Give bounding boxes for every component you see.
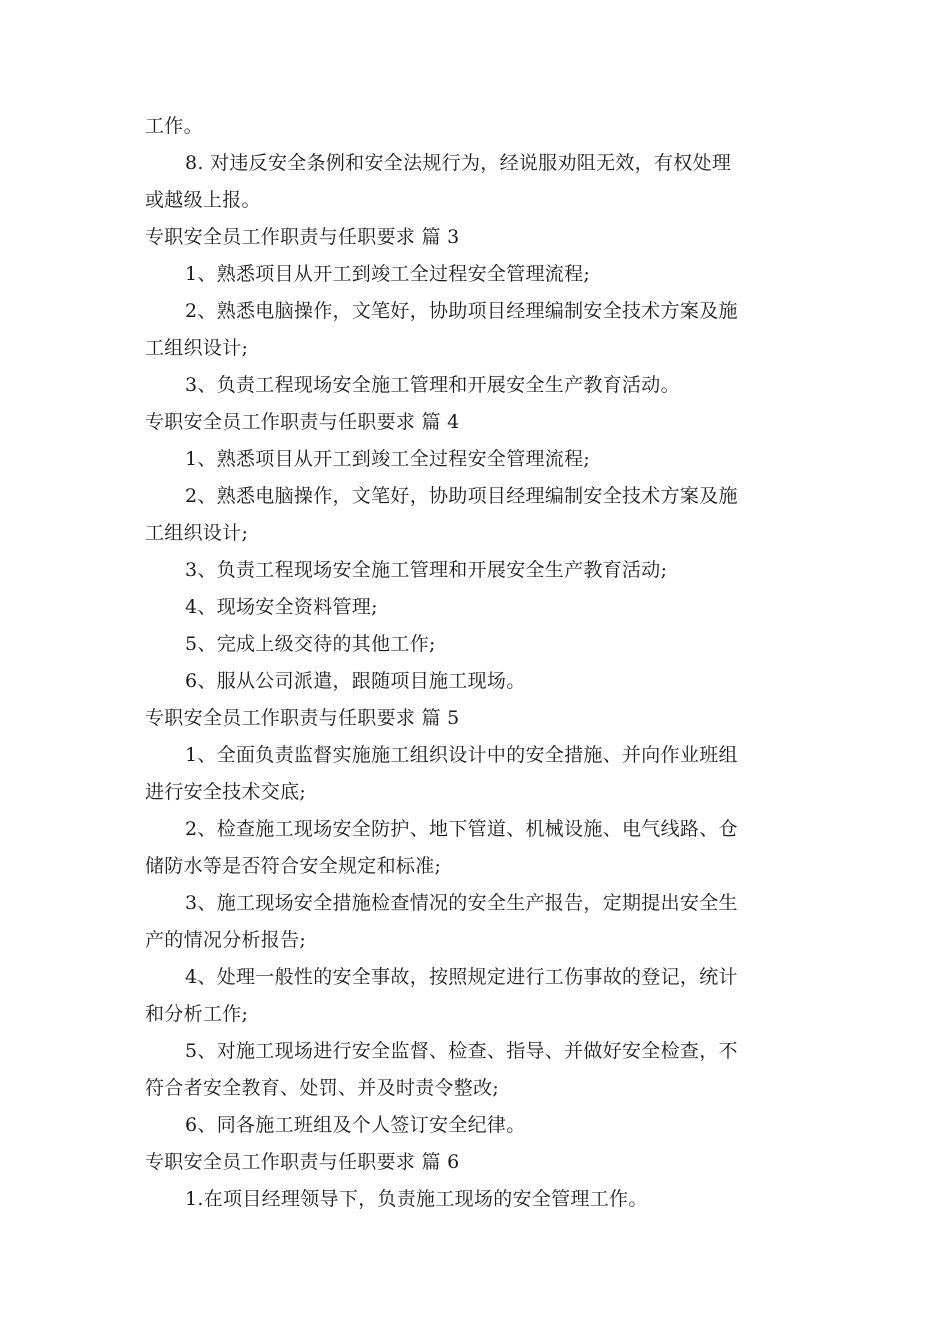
text-line: 和分析工作; [145, 1003, 249, 1025]
text-line: 产的情况分析报告; [145, 929, 307, 951]
text-line: 1.在项目经理领导下，负责施工现场的安全管理工作。 [185, 1188, 648, 1210]
text-line: 4、现场安全资料管理; [185, 596, 378, 618]
text-line: 1、熟悉项目从开工到竣工全过程安全管理流程; [185, 263, 591, 285]
text-line: 3、负责工程现场安全施工管理和开展安全生产教育活动。 [185, 374, 680, 396]
text-line: 或越级上报。 [145, 189, 261, 211]
text-line: 2、检查施工现场安全防护、地下管道、机械设施、电气线路、仓 [185, 818, 738, 840]
text-line: 3、负责工程现场安全施工管理和开展安全生产教育活动; [185, 559, 668, 581]
text-line: 工组织设计; [145, 337, 249, 359]
text-line: 6、服从公司派遣，跟随项目施工现场。 [185, 670, 526, 692]
text-line: 3、施工现场安全措施检查情况的安全生产报告，定期提出安全生 [185, 892, 738, 914]
text-line: 1、全面负责监督实施施工组织设计中的安全措施、并向作业班组 [185, 744, 738, 766]
text-line: 1、熟悉项目从开工到竣工全过程安全管理流程; [185, 448, 591, 470]
section-heading: 专职安全员工作职责与任职要求 篇 3 [145, 226, 460, 248]
section-heading: 专职安全员工作职责与任职要求 篇 6 [145, 1151, 460, 1173]
text-line: 进行安全技术交底; [145, 781, 307, 803]
text-line: 工组织设计; [145, 522, 249, 544]
text-line: 5、对施工现场进行安全监督、检查、指导、并做好安全检查，不 [185, 1040, 738, 1062]
text-line: 2、熟悉电脑操作，文笔好，协助项目经理编制安全技术方案及施 [185, 300, 738, 322]
text-line: 5、完成上级交待的其他工作; [185, 633, 436, 655]
section-heading: 专职安全员工作职责与任职要求 篇 4 [145, 411, 460, 433]
document-body [145, 108, 810, 1218]
text-line: 8. 对违反安全条例和安全法规行为，经说服劝阻无效，有权处理 [185, 152, 732, 174]
text-line: 2、熟悉电脑操作，文笔好，协助项目经理编制安全技术方案及施 [185, 485, 738, 507]
text-line: 工作。 [145, 115, 203, 137]
text-line: 储防水等是否符合安全规定和标准; [145, 855, 442, 877]
section-heading: 专职安全员工作职责与任职要求 篇 5 [145, 707, 460, 729]
text-line: 6、同各施工班组及个人签订安全纪律。 [185, 1114, 526, 1136]
text-line: 4、处理一般性的安全事故，按照规定进行工伤事故的登记，统计 [185, 966, 738, 988]
text-line: 符合者安全教育、处罚、并及时责令整改; [145, 1077, 500, 1099]
